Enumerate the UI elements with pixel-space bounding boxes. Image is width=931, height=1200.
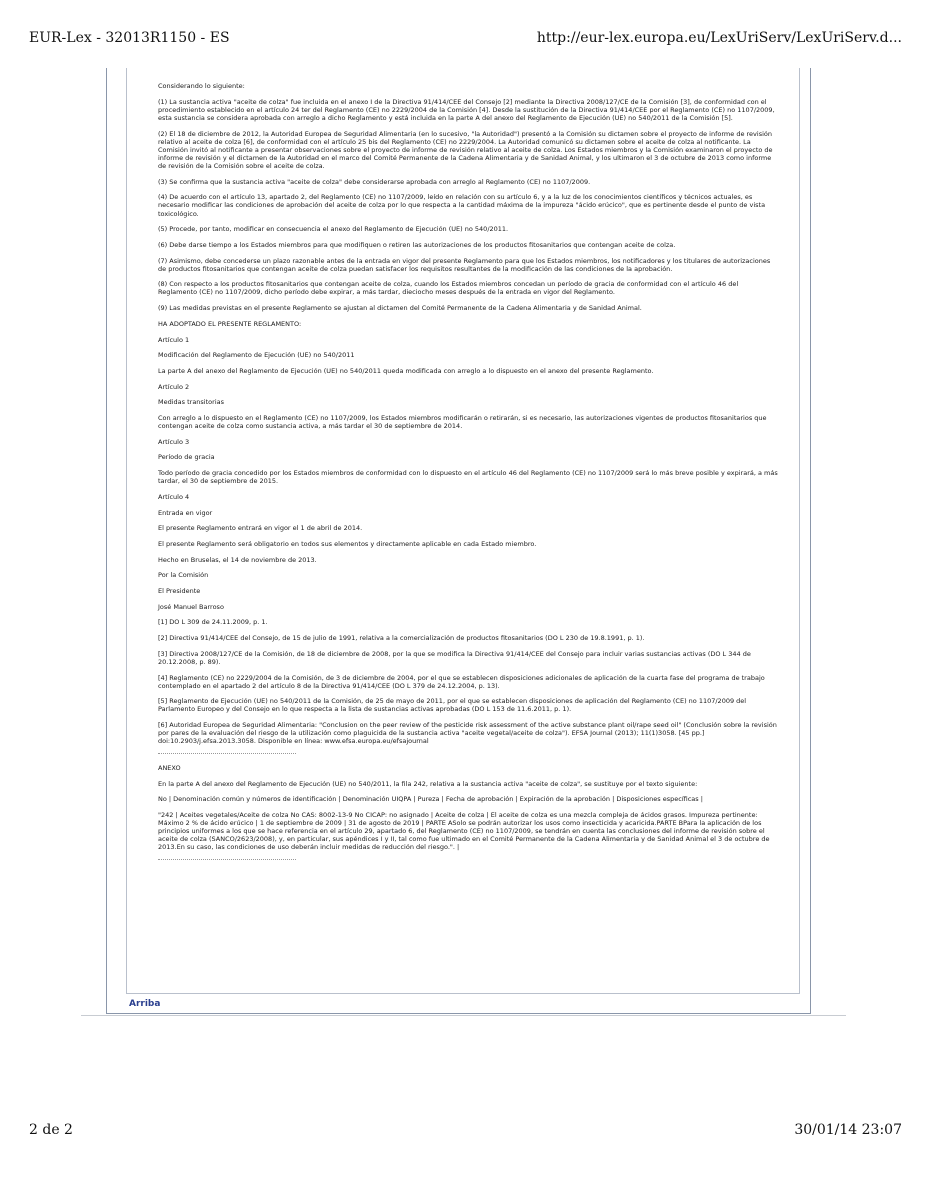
article-2-title: Medidas transitorias — [158, 398, 224, 407]
article-4-title: Entrada en vigor — [158, 508, 213, 517]
recital-2: (2) El 18 de diciembre de 2012, la Autoridad Europea de Seguridad Alimentaria (en lo sucesivo, "la Autoridad") presentó a la Comisión su dictamen sobre el proyecto de informe de revisión relativo al aceite de colza [6], de conformidad con el artículo 25 bis del Reglamento (CE) no 2229/2004. La Autoridad comunicó su dictamen sobre el aceite de colza al notificante. La Comisión invitó al notificante a presentar observaciones sobre el proyecto de informe de revisión relativo al aceite de colza. Los Estados miembros y la Comisión examinaron el proyecto de informe de revisión y el dictamen de la Autoridad en el marco del Comité Permanente de la Cadena Alimentaria y de Sanidad Animal, y los ultimaron el 3 de octubre de 2013 como informe de revisión de la Comisión sobre el aceite de colza. — [158, 129, 773, 170]
adoption-statement: HA ADOPTADO EL PRESENTE REGLAMENTO: — [158, 319, 302, 328]
page-frame-right-border — [810, 68, 811, 1013]
page-frame-shadow — [81, 1015, 846, 1016]
annex-table-header: No | Denominación común y números de identificación | Denominación UIQPA | Pureza | Fecha de aprobación | Expiración de la aprobación | Disposiciones específicas | — [158, 795, 703, 804]
annex-title: ANEXO — [158, 763, 181, 772]
document-body — [158, 82, 778, 870]
recital-7: (7) Asimismo, debe concederse un plazo razonable antes de la entrada en vigor del presente Reglamento para que los Estados miembros, los notificadores y los titulares de autorizaciones de productos fitosanitarios que contengan aceite de colza puedan satisfacer los requisitos resultantes de la modificación de las condiciones de la aprobación. — [158, 256, 771, 273]
print-header-title: EUR-Lex - 32013R1150 - ES — [29, 30, 230, 46]
print-header-url: http://eur-lex.europa.eu/LexUriServ/LexUriServ.d... — [536, 30, 902, 46]
back-to-top-link[interactable]: Arriba — [129, 999, 161, 1009]
recital-5: (5) Procede, por tanto, modificar en consecuencia el anexo del Reglamento de Ejecución (UE) no 540/2011. — [158, 225, 509, 234]
article-4-text-2: El presente Reglamento será obligatorio en todos sus elementos y directamente aplicable en cada Estado miembro. — [158, 539, 537, 548]
signature-role: El Presidente — [158, 587, 201, 595]
recitals-intro: Considerando lo siguiente: — [158, 82, 245, 90]
page-frame-bottom-border — [106, 1013, 811, 1014]
article-3-number: Artículo 3 — [158, 437, 190, 446]
article-1-title: Modificación del Reglamento de Ejecución (UE) no 540/2011 — [158, 351, 355, 360]
recital-1: (1) La sustancia activa "aceite de colza" fue incluida en el anexo I de la Directiva 91/414/CEE del Consejo [2] mediante la Directiva 2008/127/CE de la Comisión [3], de conformidad con el procedimiento establecido en el artículo 24 ter del Reglamento (CE) no 2229/2004 de la Comisión [4]. Desde la sustitución de la Directiva 91/414/CEE por el Reglamento (CE) no 1107/2009, esta sustancia se considera aprobada con arreglo a dicho Reglamento y está incluida en la parte A del anexo del Reglamento de Ejecución (UE) no 540/2011 de la Comisión [5]. — [158, 97, 775, 122]
recital-6: (6) Debe darse tiempo a los Estados miembros para que modifiquen o retiren las autorizaciones de los productos fitosanitarios que contengan aceite de colza. — [158, 240, 676, 249]
print-footer-page-number: 2 de 2 — [29, 1122, 73, 1138]
annex-intro: En la parte A del anexo del Reglamento de Ejecución (UE) no 540/2011, la fila 242, relativa a la sustancia activa "aceite de colza", se sustituye por el texto siguiente: — [158, 779, 698, 788]
article-3-text: Todo período de gracia concedido por los Estados miembros de conformidad con lo dispuesto en el artículo 46 del Reglamento (CE) no 1107/2009 será lo más breve posible y expirará, a más tardar, el 30 de septiembre de 2015. — [158, 469, 778, 486]
article-4-number: Artículo 4 — [158, 492, 190, 501]
article-4-text-1: El presente Reglamento entrará en vigor el 1 de abril de 2014. — [158, 524, 363, 533]
footnote-6: [6] Autoridad Europea de Seguridad Alimentaria: "Conclusion on the peer review of the pesticide risk assessment of the active substance plant oil/rape seed oil" (Conclusión sobre la revisión por pares de la evaluación del riesgo de la utilización como plaguicida de la sustancia activa "aceite vegetal/aceite de colza"). EFSA Journal (2013); 11(1)3058. [45 pp.] doi:10.2903/j.efsa.2013.3058. Disponible en línea: www.efsa.europa.eu/efsajournal — [158, 721, 777, 746]
article-2-number: Artículo 2 — [158, 382, 190, 391]
footnote-3: [3] Directiva 2008/127/CE de la Comisión, de 18 de diciembre de 2008, por la que se modifica la Directiva 91/414/CEE del Consejo para incluir varias sustancias activas (DO L 344 de 20.12.2008, p. 89). — [158, 649, 751, 666]
section-divider — [158, 753, 296, 755]
footnote-1: [1] DO L 309 de 24.11.2009, p. 1. — [158, 618, 268, 627]
article-1-number: Artículo 1 — [158, 335, 190, 344]
recital-4: (4) De acuerdo con el artículo 13, apartado 2, del Reglamento (CE) no 1107/2009, leído en relación con su artículo 6, y a la luz de los conocimientos científicos y técnicos actuales, es necesario modificar las condiciones de aprobación del aceite de colza por lo que respecta a la cantidad máxima de la impureza "ácido erúcico", que es pertinente desde el punto de vista toxicológico. — [158, 193, 766, 218]
print-footer-datetime: 30/01/14 23:07 — [794, 1122, 902, 1138]
footnote-5: [5] Reglamento de Ejecución (UE) no 540/2011 de la Comisión, de 25 de mayo de 2011, por el que se establecen disposiciones de aplicación del Reglamento (CE) no 1107/2009 del Parlamento Europeo y del Consejo en lo que respecta a la lista de sustancias activas aprobadas (DO L 153 de 11.6.2011, p. 1). — [158, 697, 747, 714]
footnote-4: [4] Reglamento (CE) no 2229/2004 de la Comisión, de 3 de diciembre de 2004, por el que se establecen disposiciones adicionales de aplicación de la cuarta fase del programa de trabajo contemplado en el apartado 2 del artículo 8 de la Directiva 91/414/CEE (DO L 379 de 24.12.2004, p. 13). — [158, 673, 765, 690]
annex-table-row: "242 | Aceites vegetales/Aceite de colza No CAS: 8002-13-9 No CICAP: no asignado | Aceite de colza | El aceite de colza es una mezcla compleja de ácidos grasos. Impureza pertinente: Máximo 2 % de ácido erúcico | 1 de septiembre de 2009 | 31 de agosto de 2019 | PARTE ASolo se podrán autorizar los usos como insecticida y acaricida.PARTE BPara la aplicación de los principios uniformes a los que se hace referencia en el artículo 29, apartado 6, del Reglamento (CE) no 1107/2009, se tendrán en cuenta las conclusiones del informe de revisión sobre el aceite de colza (SANCO/2623/2008), y, en particular, sus apéndices I y II, tal como fue ultimado en el Comité Permanente de la Cadena Alimentaria y de Sanidad Animal el 3 de octubre de 2013.En su caso, las condiciones de uso deberán incluir medidas de reducción del riesgo.". | — [158, 811, 770, 852]
article-2-text: Con arreglo a lo dispuesto en el Reglamento (CE) no 1107/2009, los Estados miembros modificarán o retirarán, si es necesario, las autorizaciones vigentes de productos fitosanitarios que contengan aceite de colza como sustancia activa, a más tardar el 30 de septiembre de 2014. — [158, 413, 767, 431]
signature-place-date: Hecho en Bruselas, el 14 de noviembre de 2013. — [158, 555, 317, 564]
signature-name: José Manuel Barroso — [158, 602, 224, 611]
footnote-2: [2] Directiva 91/414/CEE del Consejo, de 15 de julio de 1991, relativa a la comercialización de productos fitosanitarios (DO L 230 de 19.8.1991, p. 1). — [158, 634, 645, 643]
page-frame-left-border — [106, 68, 107, 1013]
signature-institution: Por la Comisión — [158, 571, 209, 580]
article-3-title: Período de gracia — [158, 453, 215, 462]
article-1-text: La parte A del anexo del Reglamento de Ejecución (UE) no 540/2011 queda modificada con arreglo a lo dispuesto en el anexo del presente Reglamento. — [158, 366, 654, 375]
recital-9: (9) Las medidas previstas en el presente Reglamento se ajustan al dictamen del Comité Permanente de la Cadena Alimentaria y de Sanidad Animal. — [158, 304, 642, 313]
recital-8: (8) Con respecto a los productos fitosanitarios que contengan aceite de colza, cuando los Estados miembros concedan un período de gracia de conformidad con el artículo 46 del Reglamento (CE) no 1107/2009, dicho período debe expirar, a más tardar, dieciocho meses después de la entrada en vigor del Reglamento. — [158, 280, 739, 297]
recital-3: (3) Se confirma que la sustancia activa "aceite de colza" debe considerarse aprobada con arreglo al Reglamento (CE) no 1107/2009. — [158, 177, 591, 186]
section-divider — [158, 859, 296, 861]
